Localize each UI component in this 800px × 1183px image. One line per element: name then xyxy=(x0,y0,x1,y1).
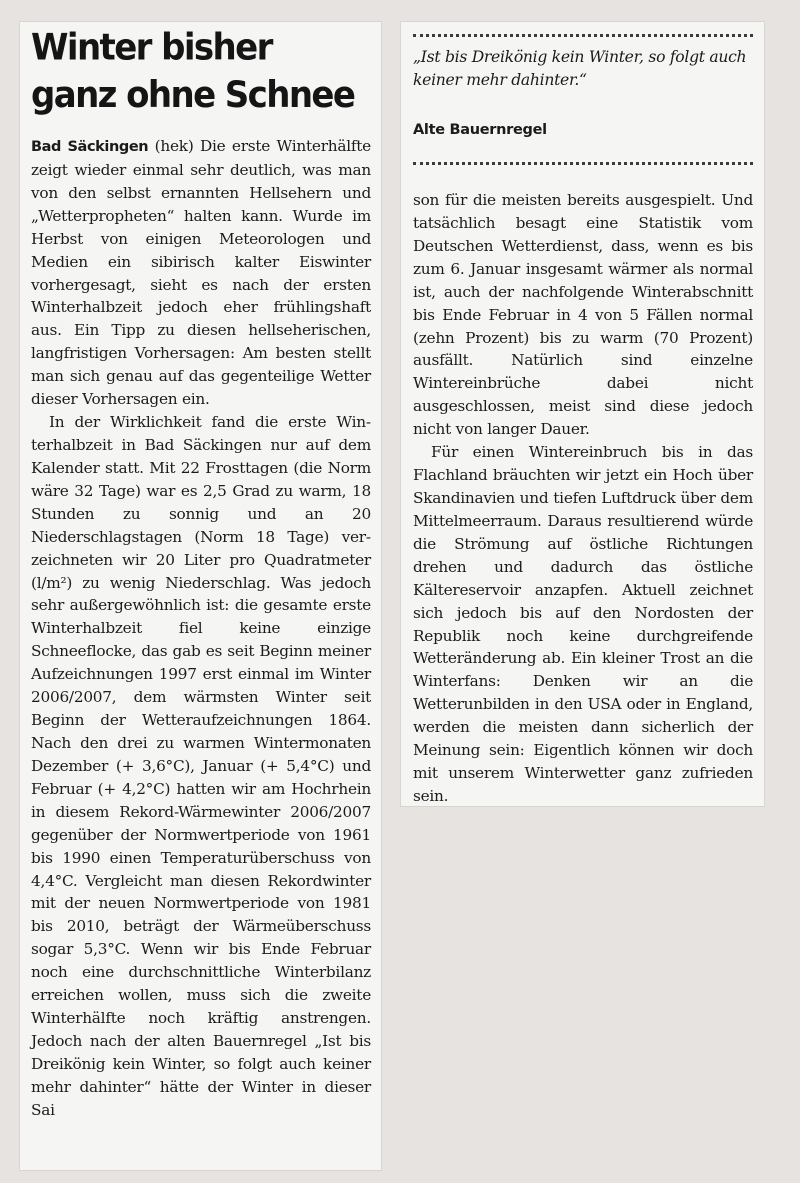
article-clipping-right xyxy=(401,22,764,806)
article-headline xyxy=(31,24,376,119)
paragraph-continuation: son für die meisten bereits ausgespielt. Und tatsächlich besagt eine Statistik vom Deutschen Wetterdienst, dass, wenn es bis zum 6. Januar insgesamt wärmer als normal ist, auch der nachfolgende Winterabschnitt bis Ende Februar in 4 von 5 Fällen normal (zehn Prozent) bis zu warm (70 Prozent) ausfällt. Natürlich sind einzelne Wintereinbrüche dabei nicht ausgeschlossen, meist sind diese jedoch nicht von langer Dauer. xyxy=(413,191,753,439)
dateline: Bad Säckingen xyxy=(31,139,149,155)
article-body-left xyxy=(31,135,371,1122)
article-clipping-left xyxy=(20,22,381,1170)
headline-line-1: Winter bisher xyxy=(31,26,272,70)
paragraph-main: In der Wirklichkeit fand die erste Winterhalbzeit in Bad Säckingen nur auf dem Kalender statt. Mit 22 Frosttagen (die Norm wäre 32 Tage) war es 2,5 Grad zu warm, 18 Stunden zu sonnig und an 20 Niederschlagstagen (Norm 18 Tage) verzeichneten wir 20 Liter pro Quadratmeter (l/m²) zu wenig Niederschlag. Was jedoch sehr außergewöhnlich ist: die gesamte erste Winterhalbzeit fiel keine einzige Schneeflocke, das gab es seit Beginn meiner Aufzeichnungen 1997 erst einmal im Winter 2006/2007, dem wärmsten Winter seit Beginn der Wetteraufzeichnungen 1864. Nach den drei zu warmen Wintermonaten Dezember (+ 3,6°C), Januar (+ 5,4°C) und Februar (+ 4,2°C) hatten wir am Hochrhein in diesem Rekord-Wärmewinter 2006/2007 gegenüber der Normwertperiode von 1961 bis 1990 einen Temperaturüberschuss von 4,4°C. Vergleicht man diesen Rekordwinter mit der neuen Normwertperiode von 1981 bis 2010, beträgt der Wärmeüberschuss sogar 5,3°C. Wenn wir bis Ende Februar noch eine durchschnittliche Winterbilanz erreichen wollen, muss sich die zweite Winterhälfte noch kräftig anstrengen. Jedoch nach der alten Bauernregel „Ist bis Dreikönig kein Winter, so folgt auch keiner mehr dahinter“ hätte der Winter in dieser Sai xyxy=(31,413,371,1119)
article-body-right xyxy=(413,189,753,808)
paragraph-intro-text: (hek) Die erste Winterhälfte zeigt wieder einmal sehr deutlich, was man von den selbst ernannten Hellsehern und „Wetterpropheten“ halten kann. Wurde im Herbst von einigen Meteorologen und Medien ein sibirisch kalter Eiswinter vorhergesagt, sieht es nach der ersten Winterhalbzeit jedoch eher frühlingshaft aus. Ein Tipp zu diesen hellseherischen, langfristigen Vorhersagen: Am besten stellt man sich genau auf das gegenteilige Wetter dieser Vorhersagen ein. xyxy=(31,137,371,409)
paragraph-intro xyxy=(31,135,371,411)
headline-line-2: ganz ohne Schnee xyxy=(31,73,355,117)
pull-quote: „Ist bis Dreikönig kein Winter, so folgt auch keiner mehr dahinter.“ xyxy=(413,48,747,89)
dotted-rule-bottom xyxy=(413,162,753,165)
paragraph-closing: Für einen Wintereinbruch bis in das Flachland bräuchten wir jetzt ein Hoch über Skandinavien und tiefen Luftdruck über dem Mittelmeerraum. Daraus resultierend würde die Strömung auf östliche Richtungen drehen und dadurch das östliche Kältereservoir anzapfen. Aktuell zeichnet sich jedoch bis auf den Nordosten der Republik noch keine durchgreifende Wetteränderung ab. Ein kleiner Trost an die Winterfans: Denken wir an die Wetterunbilden in den USA oder in England, werden die meisten dann sicherlich der Meinung sein: Eigentlich können wir doch mit unserem Winterwetter ganz zufrieden sein. xyxy=(413,443,753,805)
dotted-rule-top xyxy=(413,34,753,37)
quote-source: Alte Bauernregel xyxy=(413,122,547,138)
